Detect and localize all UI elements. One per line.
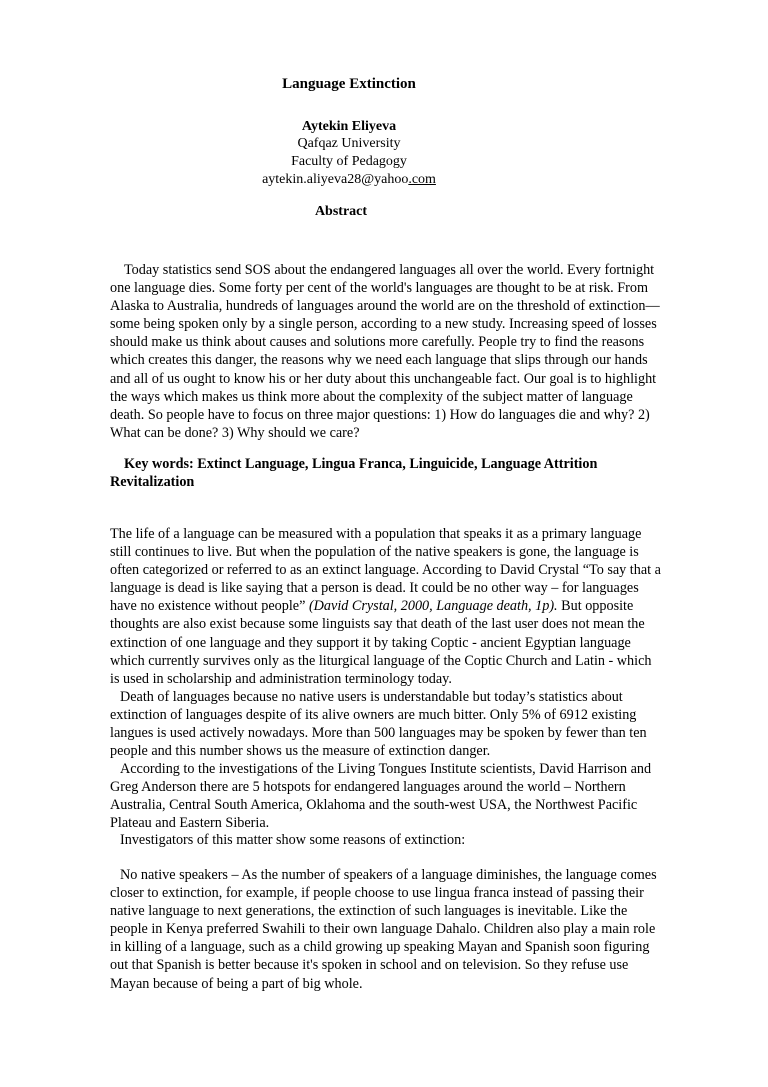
body-text: have no existence without people” [110, 598, 306, 615]
citation: (David Crystal, 2000, Language death, 1p). [308, 598, 558, 615]
body-line: Australia, Central South America, Oklahoma and the south-west USA, the Northwest Pacific [110, 797, 638, 814]
body-line: native language to next generations, the extinction of such languages is inevitable. Like the [110, 903, 628, 920]
body-line: which currently survives only as the liturgical language of the Coptic Church and Latin - which [110, 652, 652, 669]
body-line: is used in scholarship and administration terminology today. [110, 670, 452, 687]
body-line: Investigators of this matter show some reasons of extinction: [120, 832, 466, 848]
abstract-paragraph [110, 261, 720, 442]
abstract-line: some being spoken only by a single person, according to a new study. Increasing speed of losses [110, 316, 657, 333]
author-email [0, 170, 698, 189]
abstract-line: Today statistics send SOS about the endangered languages all over the world. Every fortnight [124, 262, 655, 278]
body-text: But opposite [561, 598, 634, 615]
abstract-line: the ways which makes us think more about the complexity of the subject matter of language [110, 388, 633, 405]
body-line: out that Spanish is better because it's spoken in school and on television. So they refuse use [110, 957, 629, 974]
body-line: According to the investigations of the Living Tongues Institute scientists, David Harrison and [120, 761, 652, 777]
body-paragraph [110, 831, 720, 849]
body-line: often categorized or referred to as an extinct language. According to David Crystal “To say that a [110, 562, 661, 579]
affiliation-faculty: Faculty of Pedagogy [291, 154, 407, 169]
body-line: people in Kenya preferred Swahili to their own language Dahalo. Children also play a main role [110, 921, 656, 938]
keywords-line: Revitalization [110, 474, 195, 491]
abstract-line: Alaska to Australia, hundreds of languages around the world are on the threshold of extinction— [110, 298, 660, 315]
body-line: No native speakers – As the number of speakers of a language diminishes, the language comes [120, 867, 657, 883]
abstract-line: one language dies. Some forty per cent of the world's languages are thought to be at risk. From [110, 280, 648, 297]
body-line: The life of a language can be measured with a population that speaks it as a primary language [110, 526, 642, 542]
body-line: language is dead is like saying that a person is dead. It could be no other way – for languages [110, 580, 639, 597]
email-link[interactable]: .com [408, 172, 436, 187]
body-line: people and this number shows us the measure of extinction danger. [110, 743, 491, 760]
body-line: Plateau and Eastern Siberia. [110, 815, 270, 832]
body-line [110, 597, 720, 615]
body-line: Mayan because of being a part of big whole. [110, 975, 363, 992]
body-line: extinction of one language and they support it by taking Coptic - ancient Egyptian language [110, 634, 631, 651]
keywords-line: Key words: Extinct Language, Lingua Franca, Linguicide, Language Attrition [124, 456, 598, 472]
author-name: Aytekin Eliyeva [301, 119, 397, 134]
body-line: closer to extinction, for example, if people choose to use lingua franca instead of passing their [110, 885, 644, 902]
body-line: langues is used actively nowadays. More than 500 languages may be spoken by fewer than ten [110, 725, 647, 742]
body-paragraph [110, 525, 720, 688]
abstract-heading: Abstract [314, 204, 368, 219]
body-line: extinction of languages despite of its alive owners are much bitter. Only 5% of 6912 existing [110, 707, 637, 724]
abstract-line: should make us think about causes and solutions more carefully. People try to find the reasons [110, 334, 645, 351]
body-line: Death of languages because no native users is understandable but today’s statistics about [120, 689, 623, 705]
body-paragraph [110, 688, 720, 760]
paper-title: Language Extinction [282, 76, 416, 92]
keywords [110, 455, 720, 491]
body-line: Greg Anderson there are 5 hotspots for endangered languages around the world – Northern [110, 779, 626, 796]
abstract-line: What can be done? 3) Why should we care? [110, 424, 360, 441]
body-paragraph [110, 760, 720, 832]
abstract-line: and all of us ought to know his or her duty about this unchangeable fact. Our goal is to highlight [110, 370, 657, 387]
body-line: still continues to live. But when the population of the native speakers is gone, the language is [110, 544, 639, 561]
abstract-line: which creates this danger, the reasons why we need each language that slips through our hands [110, 352, 648, 369]
affiliation-university: Qafqaz University [297, 136, 401, 151]
body-line: thoughts are also exist because some linguists say that death of the last user does not mean the [110, 616, 645, 633]
abstract-line: death. So people have to focus on three major questions: 1) How do languages die and why? 2) [110, 406, 650, 423]
email-text: aytekin.aliyeva28@yahoo [262, 172, 409, 187]
body-line: in killing of a language, such as a child growing up speaking Mayan and Spanish soon figuring [110, 939, 650, 956]
body-paragraph [110, 866, 720, 993]
